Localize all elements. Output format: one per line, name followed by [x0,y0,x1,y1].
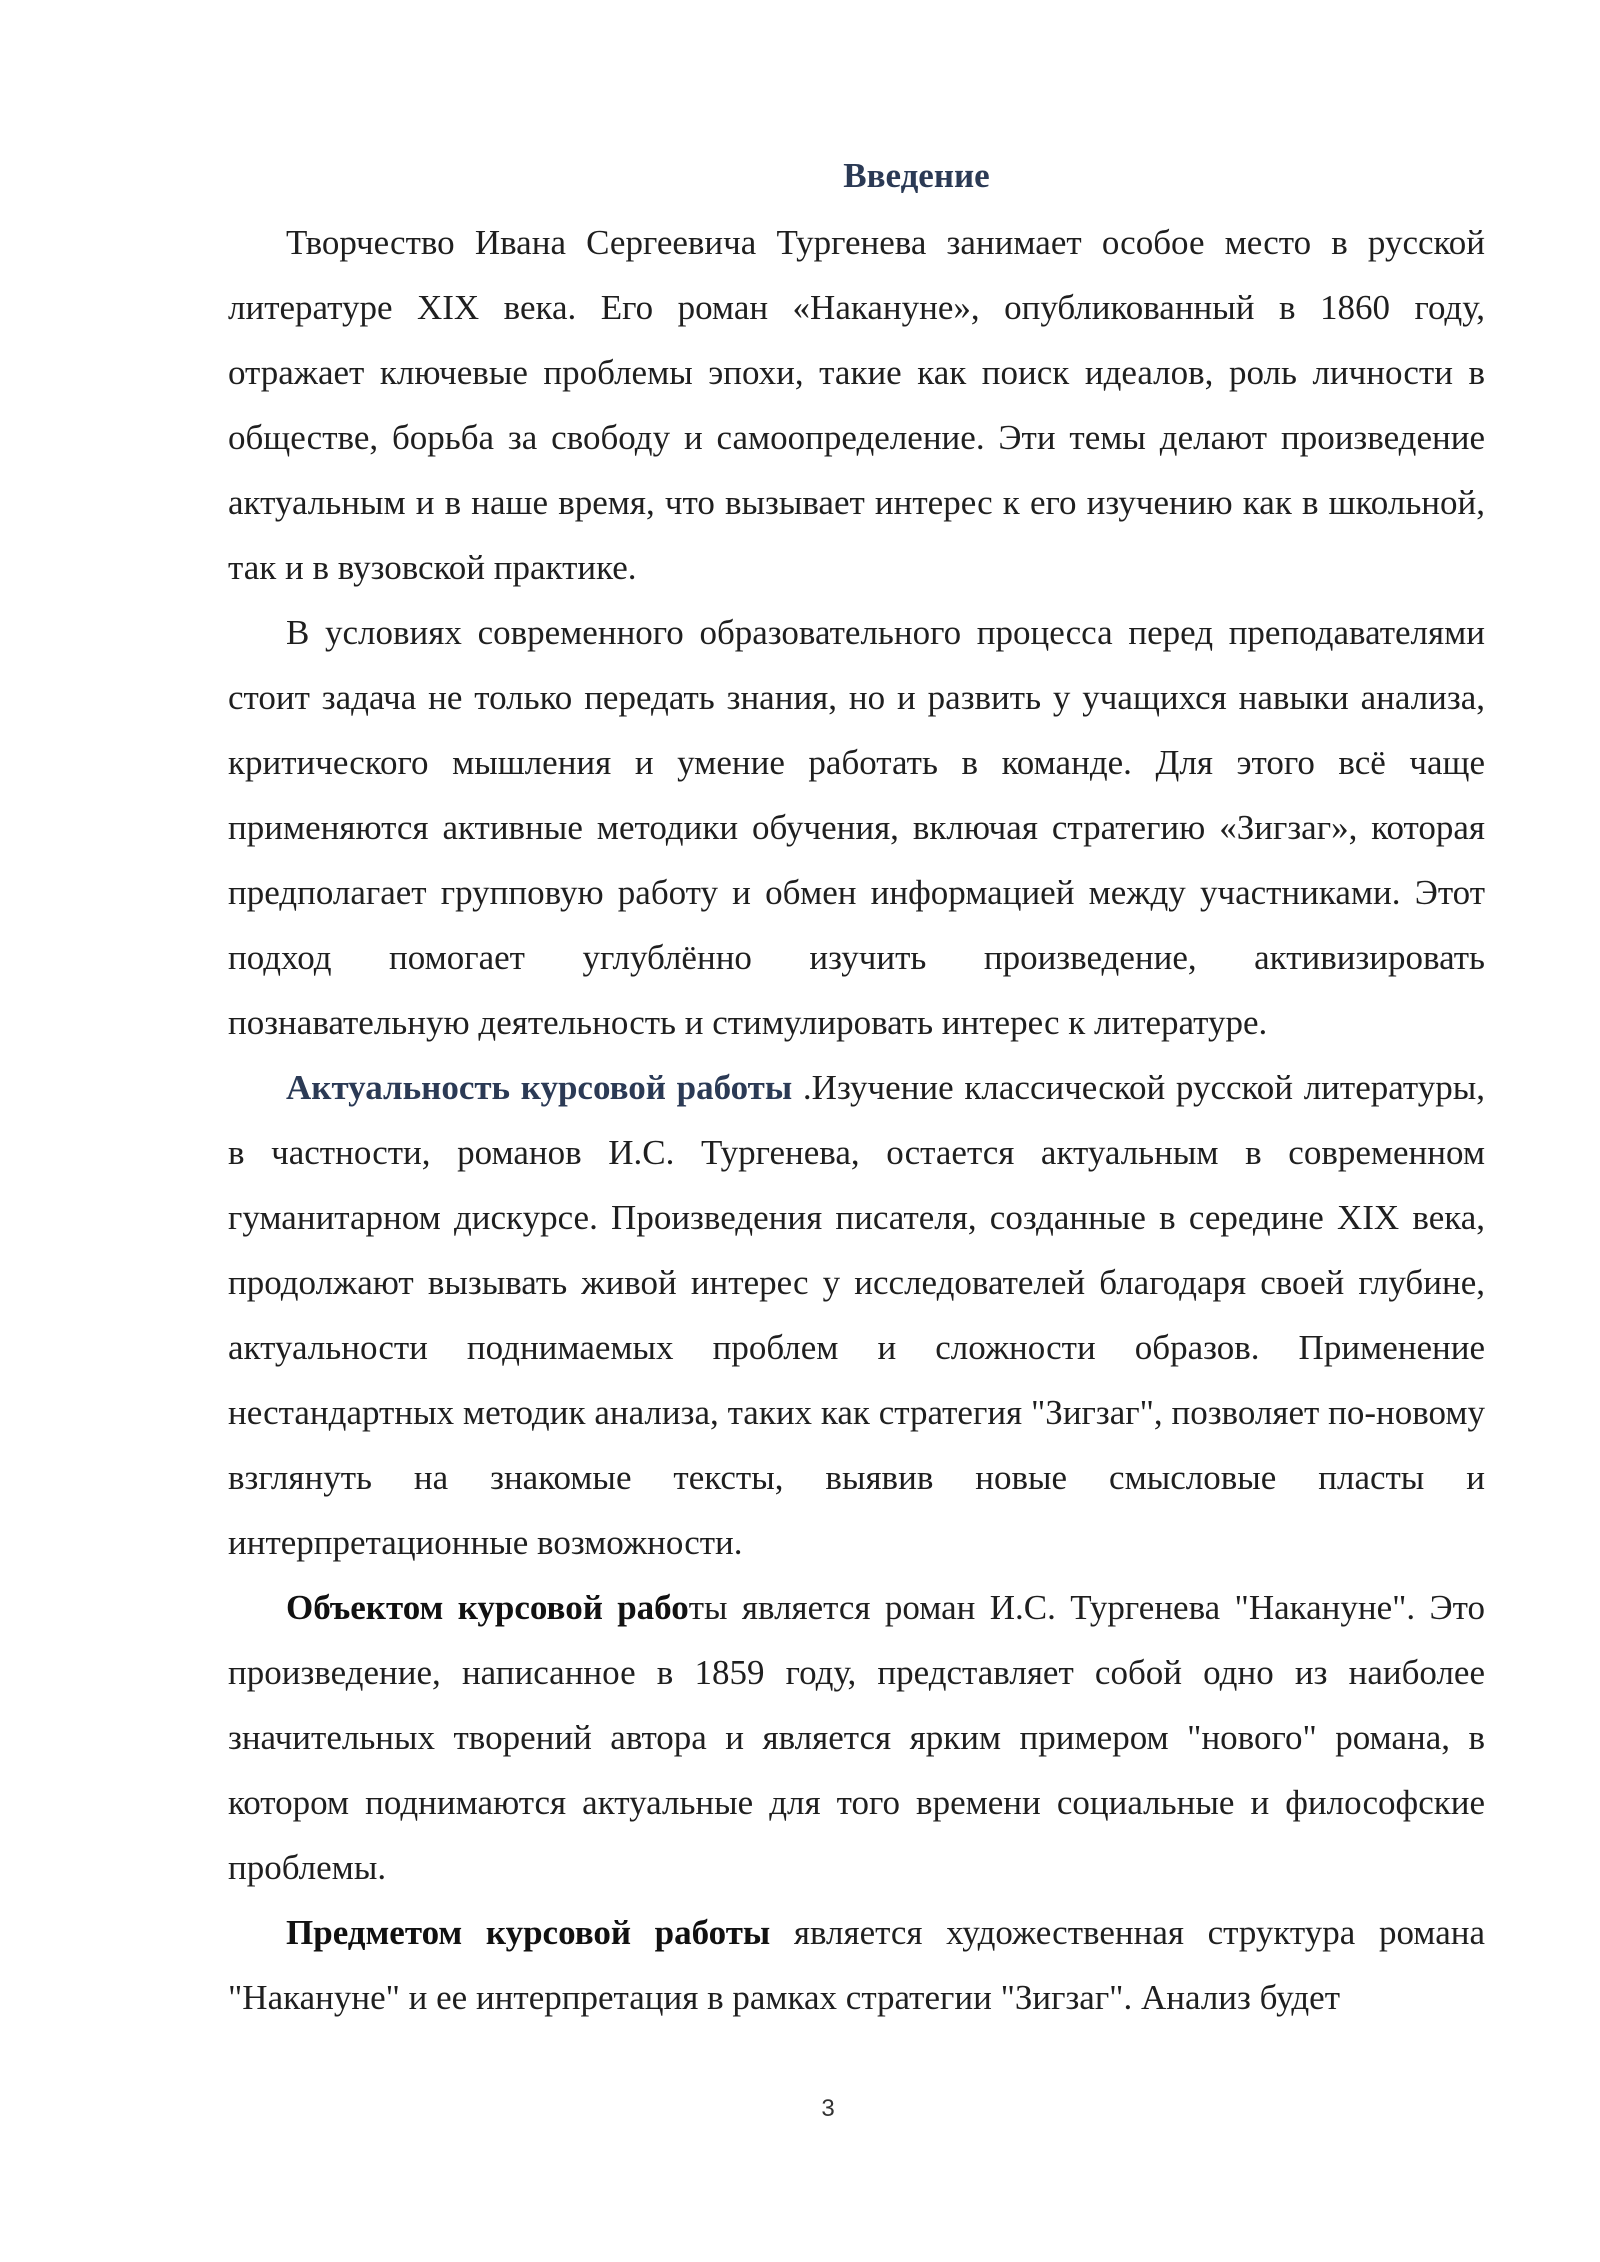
object-lead: Объектом курсовой рабо [286,1588,689,1627]
section-heading: Введение [843,156,990,195]
page-number: 3 [821,2095,835,2122]
subject-lead: Предметом курсовой работы [286,1913,771,1952]
object-text: ты является роман И.С. Тургенева "Накануне". Это произведение, написанное в 1859 году, представляет собой одно из наиболее значительных творений автора и является ярким примером "нового" романа, в котором поднимаются актуальные для того времени социальные и философские проблемы. [228,1588,1485,1887]
subject-text: является художественная структура романа "Накануне" и ее интерпретация в рамках стратегии "Зигзаг". Анализ будет [228,1913,1485,2017]
paragraph-intro: Творчество Ивана Сергеевича Тургенева занимает особое место в русской литературе XIX века. Его роман «Накануне», опубликованный в 1860 году, отражает ключевые проблемы эпохи, такие как поиск идеалов, роль личности в обществе, борьба за свободу и самоопределение. Эти темы делают произведение актуальным и в наше время, что вызывает интерес к его изучению как в школьной, так и в вузовской практике. [228,223,1485,587]
paragraph-subject [228,1900,1485,2030]
document-body [228,145,1485,2030]
relevance-lead: Актуальность курсовой работы [286,1068,793,1107]
relevance-text: .Изучение классической русской литературы, в частности, романов И.С. Тургенева, остается актуальным в современном гуманитарном дискурсе. Произведения писателя, созданные в середине XIX века, продолжают вызывать живой интерес у исследователей благодаря своей глубине, актуальности поднимаемых проблем и сложности образов. Применение нестандартных методик анализа, таких как стратегия "Зигзаг", позволяет по-новому взглянуть на знакомые тексты, выявив новые смысловые пласты и интерпретационные возможности. [228,1068,1485,1562]
paragraph-object [228,1575,1485,1900]
paragraph-methods: В условиях современного образовательного процесса перед преподавателями стоит задача не только передать знания, но и развить у учащихся навыки анализа, критического мышления и умение работать в команде. Для этого всё чаще применяются активные методики обучения, включая стратегию «Зигзаг», которая предполагает групповую работу и обмен информацией между участниками. Этот подход помогает углублённо изучить произведение, активизировать познавательную деятельность и стимулировать интерес к литературе. [228,613,1485,1042]
paragraph-relevance [228,1055,1485,1575]
